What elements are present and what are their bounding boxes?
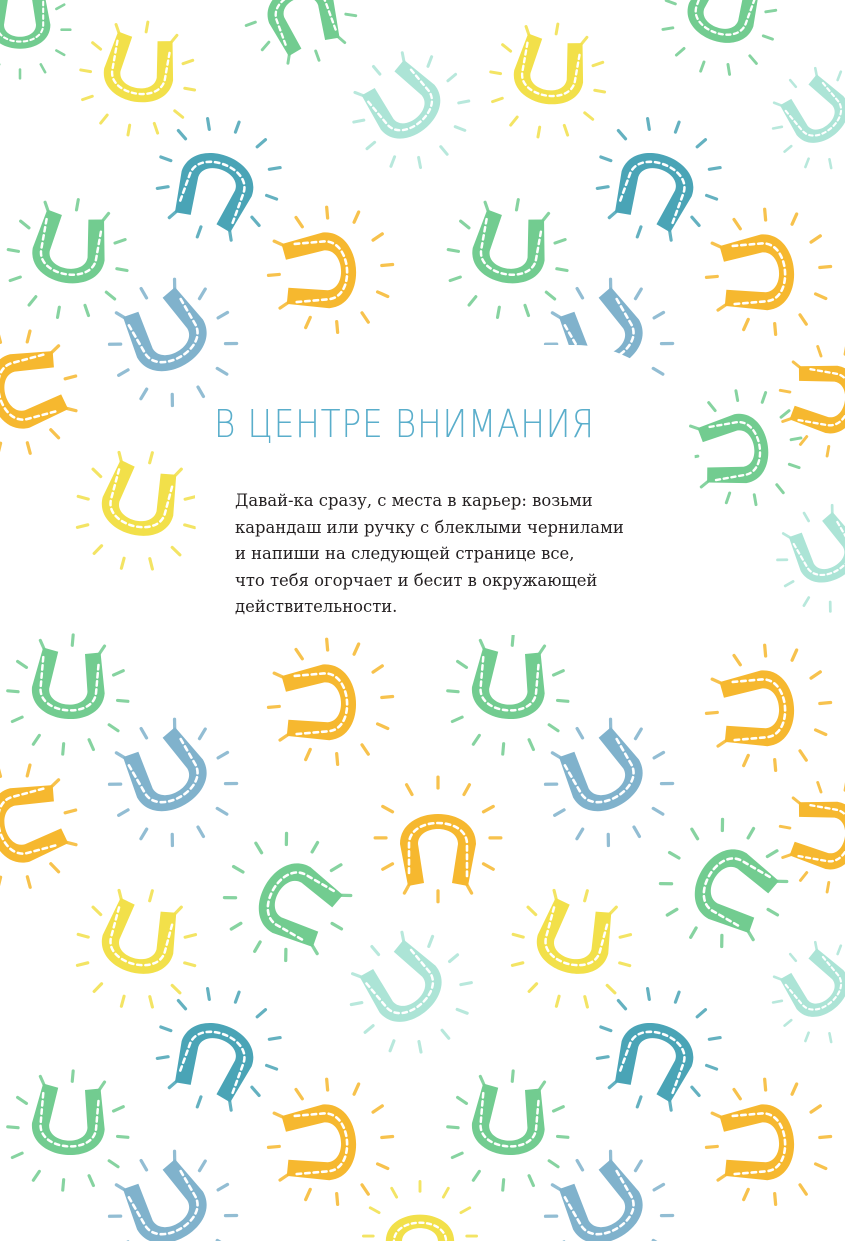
horseshoe-icon [752,922,845,1063]
horseshoe-icon [363,1181,476,1241]
horseshoe-icon [228,0,373,80]
horseshoe-icon [87,1129,258,1241]
horseshoe-icon [752,48,845,189]
body-line: Давай-ка сразу, с места в карьер: возьми [235,491,593,510]
horseshoe-icon [71,12,205,145]
horseshoe-icon [0,315,92,469]
horseshoe-icon [523,1129,694,1241]
horseshoe-icon [701,1074,836,1210]
body-line: действительности. [235,597,398,616]
body-line: и напиши на следующей странице все, [235,544,575,563]
horseshoe-icon [498,875,645,1022]
horseshoe-icon [375,777,501,902]
horseshoe-icon [758,487,845,630]
horseshoe-icon [139,101,296,258]
horseshoe-icon [63,875,210,1022]
horseshoe-icon [638,798,809,969]
horseshoe-icon [3,1066,134,1196]
horseshoe-icon [648,0,793,90]
body-line: что тебя огорчает и бесит в окружающей [235,570,598,590]
horseshoe-icon [701,640,836,776]
horseshoe-icon [87,697,258,868]
horseshoe-icon [139,971,296,1128]
horseshoe-icon [263,1074,398,1210]
horseshoe-icon [0,189,138,328]
page-title: В ЦЕНТРЕ ВНИМАНИЯ [214,402,595,446]
horseshoe-icon [443,630,574,760]
horseshoe-icon [63,437,210,584]
horseshoe-icon [770,335,845,466]
horseshoe-icon [263,634,398,770]
horseshoe-icon [329,29,491,191]
horseshoe-icon [3,630,134,760]
horseshoe-icon [678,381,811,515]
horseshoe-icon [579,971,736,1128]
horseshoe-icon [481,14,615,147]
horseshoe-icon [701,204,836,340]
text-block [200,380,680,640]
horseshoe-icon [579,101,736,258]
horseshoe-icon [326,908,495,1077]
horseshoe-icon [523,697,694,868]
horseshoe-icon [443,1066,574,1196]
body-line: карандаш или ручку с блеклыми чернилами [235,517,624,537]
horseshoe-icon [438,189,578,328]
horseshoe-icon [0,749,92,903]
body-paragraph [235,488,675,621]
horseshoe-icon [202,812,373,983]
horseshoe-icon [0,0,70,78]
horseshoe-icon [263,202,398,338]
